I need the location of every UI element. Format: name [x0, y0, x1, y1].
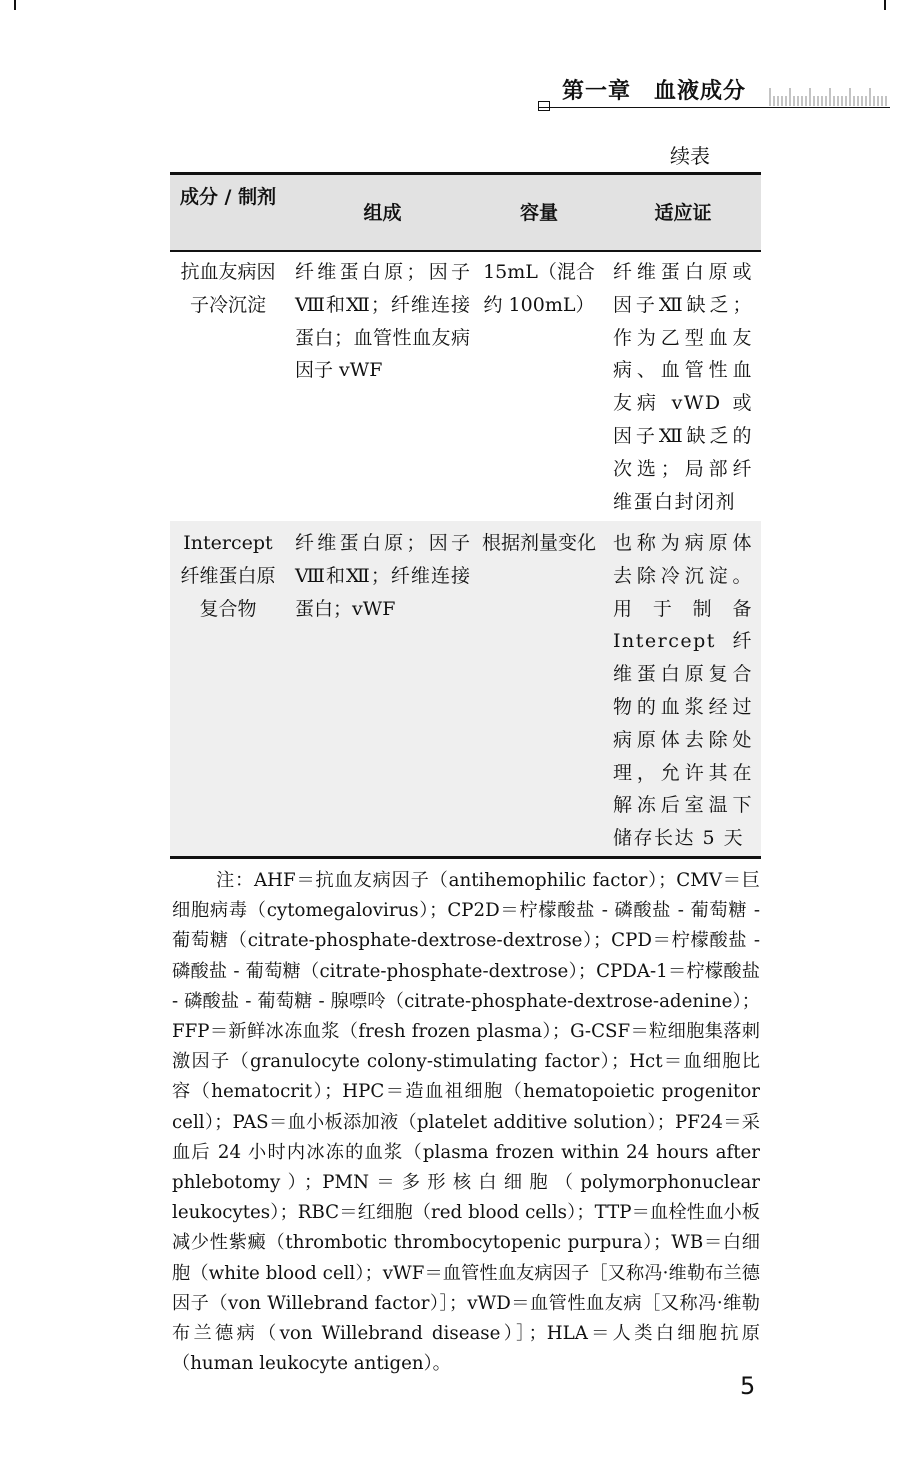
table-cell-composition: 纤维蛋白原；因子Ⅷ和Ⅻ；纤维连接蛋白；vWF	[295, 532, 470, 620]
ruler-decoration	[768, 86, 890, 106]
table-top-rule	[170, 172, 761, 175]
header-rule	[538, 107, 890, 108]
table-cell-volume: 根据剂量变化	[481, 532, 596, 554]
table-cell-composition: 纤维蛋白原；因子Ⅷ和Ⅻ；纤维连接蛋白；血管性血友病因子 vWF	[295, 261, 470, 382]
table-bottom-rule	[170, 856, 761, 859]
table-header-rule	[170, 250, 761, 252]
page-number: 5	[740, 1372, 756, 1400]
crop-mark-top-left	[14, 0, 16, 10]
table-cell-indication: 纤维蛋白原或因子Ⅻ缺乏；作为乙型血友病、血管性血友病 vWD 或因子Ⅻ缺乏的次选；局部纤维蛋白封闭剂	[613, 261, 753, 513]
footnote-text: 注：AHF＝抗血友病因子（antihemophilic factor）；CMV＝巨细胞病毒（cytomegalovirus）；CP2D＝柠檬酸盐 - 磷酸盐 - 葡萄糖 - 葡萄糖（citrate-phosphate-dextrose-dextrose）；CPD＝柠檬酸盐 - 磷酸盐 - 葡萄糖（citrate-phosphate-dextrose）；CPDA-1＝柠檬酸盐 - 磷酸盐 - 葡萄糖 - 腺嘌呤（citrate-phosphate-dextrose-adenine）；FFP＝新鲜冰冻血浆（fresh frozen plasma）；G-CSF＝粒细胞集落刺激因子（granulocyte colony-stimulating factor）；Hct＝血细胞比容（hematocrit）；HPC＝造血祖细胞（hematopoietic progenitor cell）；PAS＝血小板添加液（platelet additive solution）；PF24＝采血后 24 小时内冰冻的血浆（plasma frozen within 24 hours after phlebotomy）；PMN＝多形核白细胞（polymorphonuclear leukocytes）；RBC＝红细胞（red blood cells）；TTP＝血栓性血小板减少性紫癜（thrombotic thrombocytopenic purpura）；WB＝白细胞（white blood cell）；vWF＝血管性血友病因子［又称冯·维勒布兰德因子（von Willebrand factor）］；vWD＝血管性血友病［又称冯·维勒布兰德病（von Willebrand disease）］；HLA＝人类白细胞抗原（human leukocyte antigen）。	[172, 870, 760, 1375]
table-cell-volume: 15mL（混合约 100mL）	[483, 261, 595, 316]
header-line-end-marker	[538, 101, 550, 111]
crop-mark-top-right	[884, 0, 886, 10]
chapter-title: 第一章 血液成分	[562, 79, 747, 104]
column-header-indication: 适应证	[654, 202, 712, 224]
table-cell-indication: 也称为病原体去除冷沉淀。用于制备 Intercept 纤维蛋白原复合物的血浆经过病原体去除处理，允许其在解冻后室温下储存长达 5 天	[613, 532, 753, 850]
column-header-component: 成分 / 制剂	[179, 186, 277, 208]
column-header-volume: 容量	[519, 202, 558, 224]
column-header-composition: 组成	[363, 202, 402, 224]
table-cell-component: Intercept 纤维蛋白原复合物	[180, 532, 276, 620]
table-continued-label: 续表	[670, 144, 710, 168]
table-footnote	[172, 866, 760, 1379]
table-cell-component: 抗血友病因子冷沉淀	[180, 261, 276, 316]
